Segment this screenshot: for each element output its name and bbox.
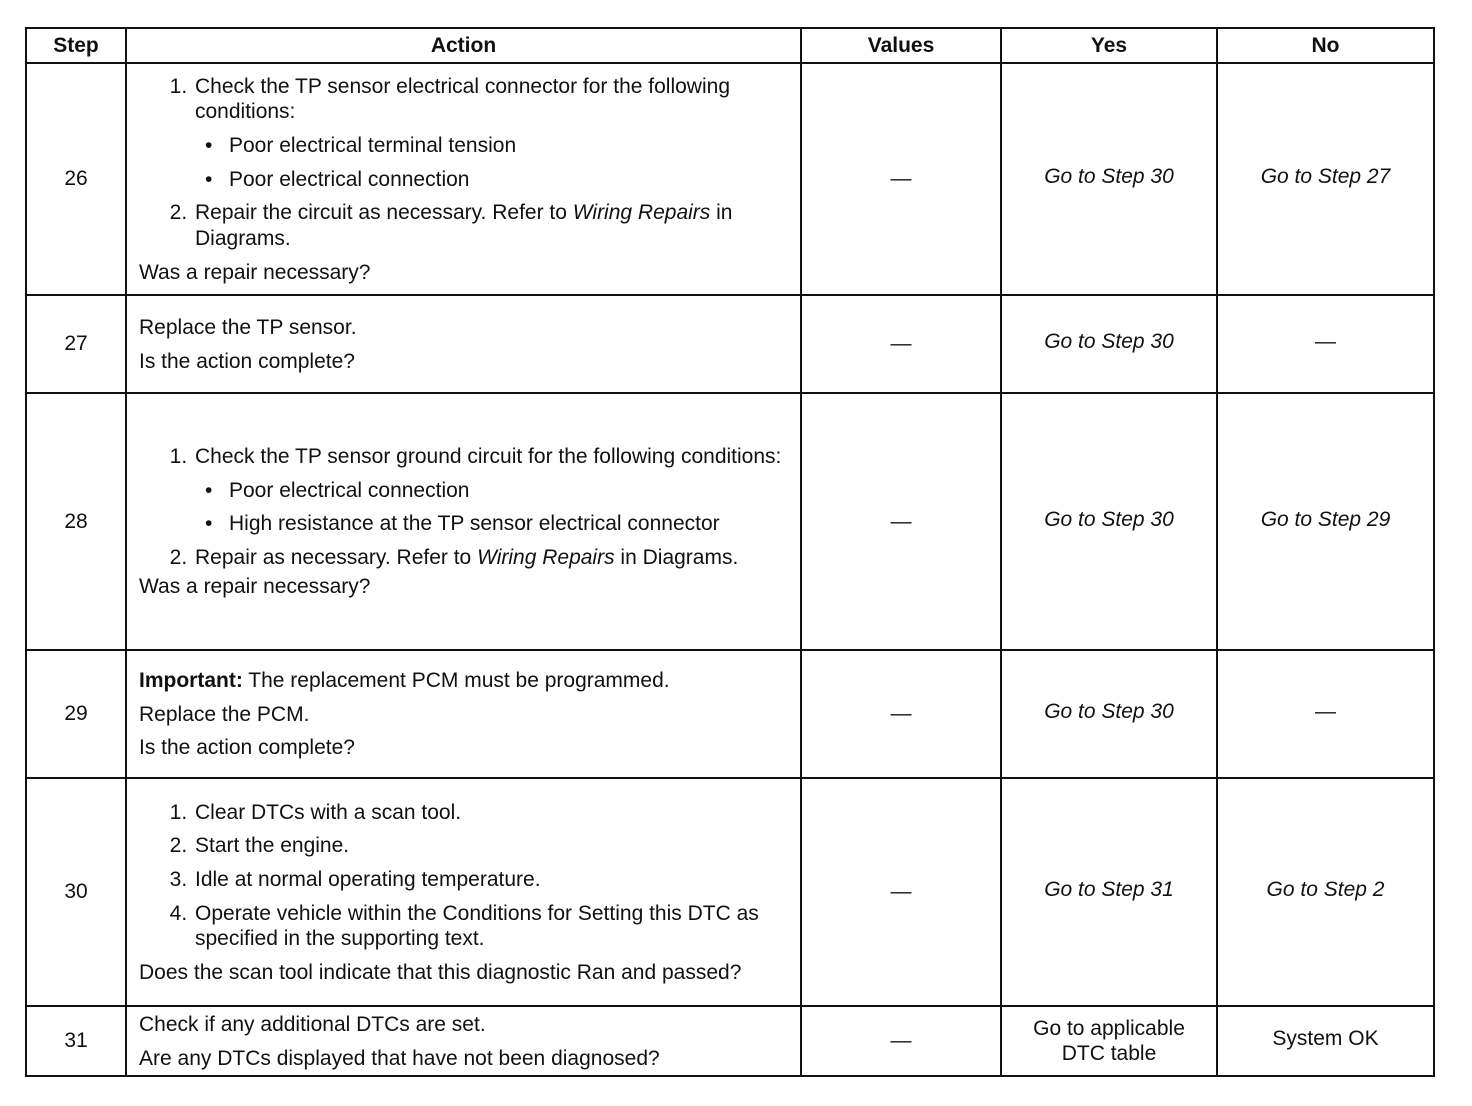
yes-result: Go to Step 30 <box>1001 295 1217 393</box>
bullet-icon: • <box>205 167 213 191</box>
action-step-text: Check the TP sensor ground circuit for the following conditions: <box>195 444 782 468</box>
wiring-repairs-reference: Wiring Repairs <box>477 545 615 569</box>
no-result: System OK <box>1217 1006 1434 1076</box>
question-text: Was a repair necessary? <box>139 575 371 599</box>
values-cell: — <box>801 63 1001 295</box>
yes-result: Go to Step 30 <box>1001 63 1217 295</box>
question-text: Does the scan tool indicate that this diagnostic Ran and passed? <box>139 960 742 984</box>
bullet-icon: • <box>205 134 213 158</box>
step-number: 29 <box>26 650 126 778</box>
action-steps <box>139 800 788 952</box>
bullet-icon: • <box>205 512 213 536</box>
action-step-item: 3. Idle at normal operating temperature. <box>193 867 788 893</box>
condition-item: • High resistance at the TP sensor electrical connector <box>205 512 720 536</box>
header-values: Values <box>801 28 1001 63</box>
diagnostic-table <box>25 27 1435 1077</box>
action-step-item: 2. Repair the circuit as necessary. Refer to Wiring Repairs in Diagrams. <box>193 200 788 251</box>
no-result: Go to Step 2 <box>1217 778 1434 1006</box>
yes-result: Go to Step 30 <box>1001 650 1217 778</box>
table-row-step-29 <box>26 650 1434 778</box>
action-cell <box>126 778 801 1006</box>
action-step-text: Check the TP sensor electrical connector for the following conditions: <box>195 74 730 124</box>
action-step-item <box>193 74 788 192</box>
question-text: Is the action complete? <box>139 349 355 373</box>
action-text: Replace the TP sensor. <box>139 315 357 339</box>
yes-result: Go to Step 31 <box>1001 778 1217 1006</box>
condition-list <box>195 133 788 192</box>
action-step-item: 2. Start the engine. <box>193 833 788 859</box>
header-no: No <box>1217 28 1434 63</box>
values-cell: — <box>801 1006 1001 1076</box>
table-row-step-28 <box>26 393 1434 650</box>
condition-list <box>195 478 788 537</box>
no-result: — <box>1217 295 1434 393</box>
action-cell <box>126 1006 801 1076</box>
action-cell <box>126 393 801 650</box>
values-cell: — <box>801 650 1001 778</box>
values-cell: — <box>801 295 1001 393</box>
step-number: 30 <box>26 778 126 1006</box>
action-text: Check if any additional DTCs are set. <box>139 1013 486 1036</box>
header-action: Action <box>126 28 801 63</box>
condition-item: • Poor electrical connection <box>205 167 470 191</box>
table-row-step-26 <box>26 63 1434 295</box>
action-step-item: 2. Repair as necessary. Refer to Wiring Repairs in Diagrams. <box>193 545 788 571</box>
header-yes: Yes <box>1001 28 1217 63</box>
action-cell <box>126 295 801 393</box>
values-cell: — <box>801 393 1001 650</box>
values-cell: — <box>801 778 1001 1006</box>
wiring-repairs-reference: Wiring Repairs <box>572 201 711 225</box>
condition-item: • Poor electrical connection <box>205 478 470 502</box>
condition-item: • Poor electrical terminal tension <box>205 134 517 158</box>
action-step-item <box>193 444 788 537</box>
action-step-item: 1. Clear DTCs with a scan tool. <box>193 800 788 826</box>
step-number: 28 <box>26 393 126 650</box>
action-steps <box>139 74 788 252</box>
action-steps <box>139 444 788 570</box>
important-label: Important: <box>139 669 243 693</box>
important-note: Important: The replacement PCM must be programmed. <box>139 669 670 693</box>
question-text: Was a repair necessary? <box>139 260 371 284</box>
step-number: 27 <box>26 295 126 393</box>
action-text: Replace the PCM. <box>139 702 310 726</box>
yes-result: Go to Step 30 <box>1001 393 1217 650</box>
header-step: Step <box>26 28 126 63</box>
action-step-item: 4. Operate vehicle within the Conditions for Setting this DTC as specified in the supporting text. <box>193 901 788 952</box>
table-row-step-27 <box>26 295 1434 393</box>
question-text: Are any DTCs displayed that have not been diagnosed? <box>139 1046 660 1070</box>
question-text: Is the action complete? <box>139 736 355 760</box>
action-cell <box>126 63 801 295</box>
no-result: Go to Step 29 <box>1217 393 1434 650</box>
step-number: 31 <box>26 1006 126 1076</box>
table-row-step-30 <box>26 778 1434 1006</box>
header-row <box>26 28 1434 63</box>
no-result: — <box>1217 650 1434 778</box>
table-row-step-31 <box>26 1006 1434 1076</box>
action-cell <box>126 650 801 778</box>
bullet-icon: • <box>205 478 213 502</box>
yes-result: Go to applicable DTC table <box>1001 1006 1217 1076</box>
no-result: Go to Step 27 <box>1217 63 1434 295</box>
step-number: 26 <box>26 63 126 295</box>
